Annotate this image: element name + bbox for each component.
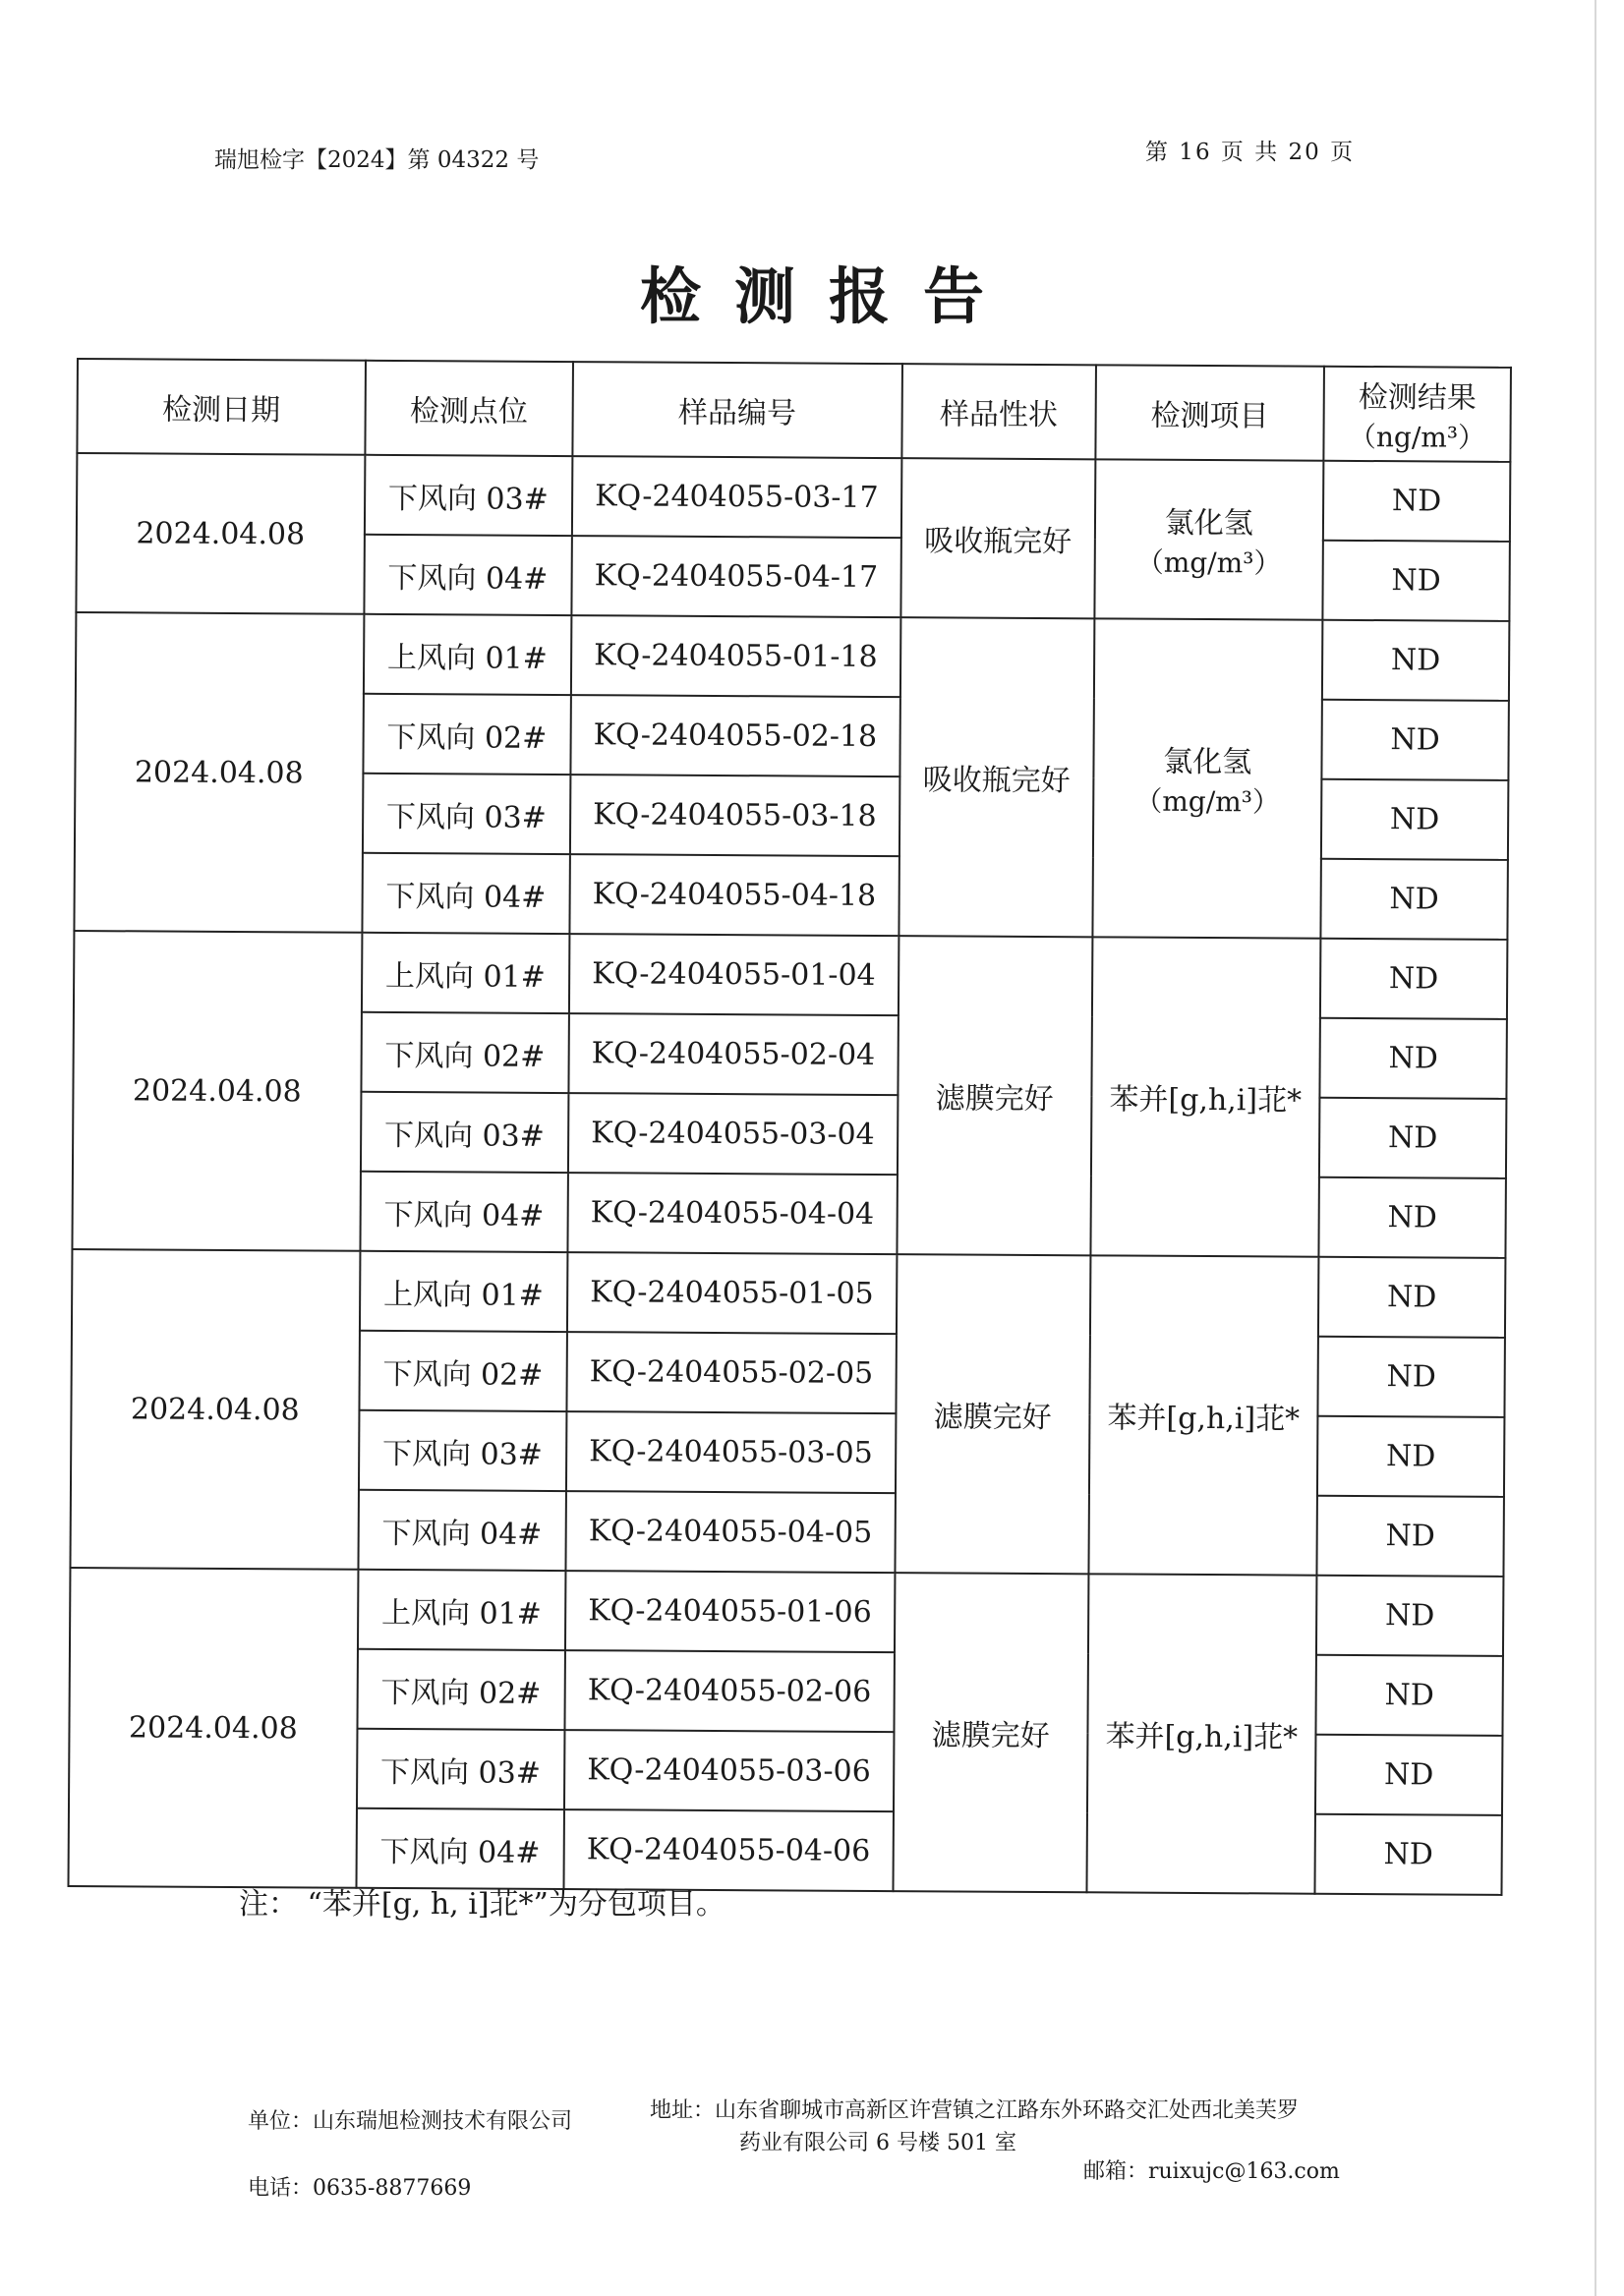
cell-sample: KQ-2404055-03-17 <box>572 456 901 538</box>
cell-item-line1: 苯并[g,h,i]苝* <box>1107 1401 1301 1437</box>
footer-unit: 单位：山东瑞旭检测技术有限公司 <box>248 2109 573 2134</box>
cell-item-line1: 氯化氢 <box>1163 744 1252 780</box>
cell-date: 2024.04.08 <box>74 612 364 933</box>
cell-item <box>1092 618 1322 938</box>
cell-point: 下风向 04# <box>358 1490 566 1571</box>
header-result <box>1323 367 1511 462</box>
cell-sample: KQ-2404055-01-18 <box>571 615 900 697</box>
results-table <box>67 358 1511 1896</box>
cell-item <box>1088 1255 1318 1575</box>
cell-sample: KQ-2404055-04-06 <box>563 1809 893 1891</box>
cell-result: ND <box>1320 859 1508 940</box>
report-title: 检测报告 <box>639 260 1017 332</box>
cell-result: ND <box>1316 1496 1504 1577</box>
cell-sample: KQ-2404055-04-18 <box>569 854 899 936</box>
cell-item-line1: 氯化氢 <box>1164 505 1253 542</box>
cell-result: ND <box>1315 1655 1503 1736</box>
cell-state: 吸收瓶完好 <box>899 617 1094 937</box>
header-state: 样品性状 <box>901 364 1096 459</box>
cell-date: 2024.04.08 <box>72 931 362 1251</box>
cell-state: 滤膜完好 <box>897 936 1092 1255</box>
cell-point: 下风向 03# <box>357 1729 565 1809</box>
cell-result: ND <box>1314 1814 1502 1895</box>
cell-result: ND <box>1320 939 1508 1019</box>
cell-sample: KQ-2404055-01-04 <box>569 934 899 1015</box>
cell-point: 上风向 01# <box>358 1570 566 1650</box>
table-body <box>69 453 1511 1895</box>
cell-point: 下风向 04# <box>364 535 572 615</box>
cell-item <box>1086 1574 1316 1893</box>
cell-sample: KQ-2404055-01-06 <box>565 1571 895 1652</box>
cell-result: ND <box>1315 1735 1503 1815</box>
cell-state: 滤膜完好 <box>893 1573 1088 1892</box>
cell-item <box>1090 937 1320 1256</box>
cell-item <box>1094 459 1323 619</box>
report-number: 瑞旭检字【2024】第 04322 号 <box>214 147 540 173</box>
header-date: 检测日期 <box>77 359 365 455</box>
cell-sample: KQ-2404055-03-06 <box>564 1730 894 1811</box>
cell-result: ND <box>1323 461 1511 542</box>
header-result-unit: （ng/m³） <box>1348 420 1486 454</box>
cell-item-unit: （mg/m³） <box>1134 784 1281 819</box>
footer-phone: 电话：0635-8877669 <box>248 2176 472 2201</box>
cell-point: 下风向 03# <box>365 455 573 536</box>
cell-date: 2024.04.08 <box>70 1249 360 1570</box>
table-row <box>72 1249 1505 1338</box>
header-item: 检测项目 <box>1095 365 1324 460</box>
cell-point: 下风向 02# <box>359 1331 567 1411</box>
cell-sample: KQ-2404055-03-05 <box>566 1411 896 1493</box>
cell-sample: KQ-2404055-02-18 <box>570 695 899 776</box>
header-result-line1: 检测结果 <box>1358 379 1477 416</box>
table-row <box>70 1568 1503 1656</box>
cell-result: ND <box>1316 1576 1504 1656</box>
footer-address-line1: 地址：山东省聊城市高新区许营镇之江路东外环路交汇处西北美芙罗 <box>650 2098 1300 2123</box>
cell-result: ND <box>1321 779 1509 860</box>
cell-sample: KQ-2404055-04-05 <box>565 1491 895 1573</box>
cell-point: 下风向 04# <box>360 1172 568 1252</box>
cell-result: ND <box>1322 541 1510 621</box>
cell-point: 上风向 01# <box>364 614 572 695</box>
scan-edge-line <box>1595 0 1596 2296</box>
cell-point: 下风向 03# <box>363 774 571 854</box>
results-table-wrapper <box>68 358 1512 1885</box>
cell-item-unit: （mg/m³） <box>1135 545 1282 580</box>
cell-sample: KQ-2404055-04-04 <box>567 1173 897 1254</box>
cell-sample: KQ-2404055-04-17 <box>571 536 900 617</box>
cell-item-line1: 苯并[g,h,i]苝* <box>1105 1719 1299 1755</box>
cell-date: 2024.04.08 <box>76 453 365 614</box>
cell-sample: KQ-2404055-02-06 <box>564 1650 894 1732</box>
footer-email: 邮箱：ruixujc@163.com <box>1083 2159 1340 2184</box>
cell-result: ND <box>1318 1257 1506 1338</box>
cell-sample: KQ-2404055-03-04 <box>568 1093 898 1175</box>
cell-point: 上风向 01# <box>362 933 570 1013</box>
page-info: 第 16 页 共 20 页 <box>1145 140 1356 165</box>
cell-result: ND <box>1319 1018 1507 1099</box>
cell-point: 下风向 02# <box>363 694 571 775</box>
header-sample: 样品编号 <box>572 362 902 458</box>
cell-result: ND <box>1317 1337 1505 1417</box>
table-header-row <box>77 359 1511 462</box>
cell-point: 下风向 03# <box>359 1410 567 1491</box>
table-row <box>76 612 1509 701</box>
cell-point: 下风向 03# <box>361 1092 569 1173</box>
cell-state: 吸收瓶完好 <box>900 458 1095 618</box>
cell-date: 2024.04.08 <box>69 1568 359 1888</box>
cell-result: ND <box>1319 1098 1507 1178</box>
cell-point: 下风向 04# <box>362 853 570 934</box>
header-point: 检测点位 <box>365 361 573 456</box>
table-row <box>77 453 1510 542</box>
cell-result: ND <box>1322 620 1510 701</box>
table-row <box>74 931 1507 1019</box>
cell-point: 下风向 02# <box>357 1649 565 1730</box>
cell-state: 滤膜完好 <box>895 1254 1090 1574</box>
cell-result: ND <box>1317 1416 1505 1497</box>
cell-sample: KQ-2404055-03-18 <box>570 775 899 856</box>
cell-point: 下风向 04# <box>356 1808 564 1889</box>
cell-sample: KQ-2404055-02-04 <box>568 1013 898 1095</box>
cell-point: 上风向 01# <box>360 1251 568 1332</box>
footer-address-line2: 药业有限公司 6 号楼 501 室 <box>739 2131 1016 2155</box>
cell-result: ND <box>1321 700 1509 780</box>
footnote: 注： “苯并[g, h, i]苝*”为分包项目。 <box>239 1887 725 1922</box>
cell-sample: KQ-2404055-01-05 <box>567 1252 897 1334</box>
cell-result: ND <box>1318 1177 1506 1258</box>
cell-sample: KQ-2404055-02-05 <box>566 1332 896 1413</box>
cell-point: 下风向 02# <box>361 1012 569 1093</box>
cell-item-line1: 苯并[g,h,i]苝* <box>1109 1082 1303 1119</box>
